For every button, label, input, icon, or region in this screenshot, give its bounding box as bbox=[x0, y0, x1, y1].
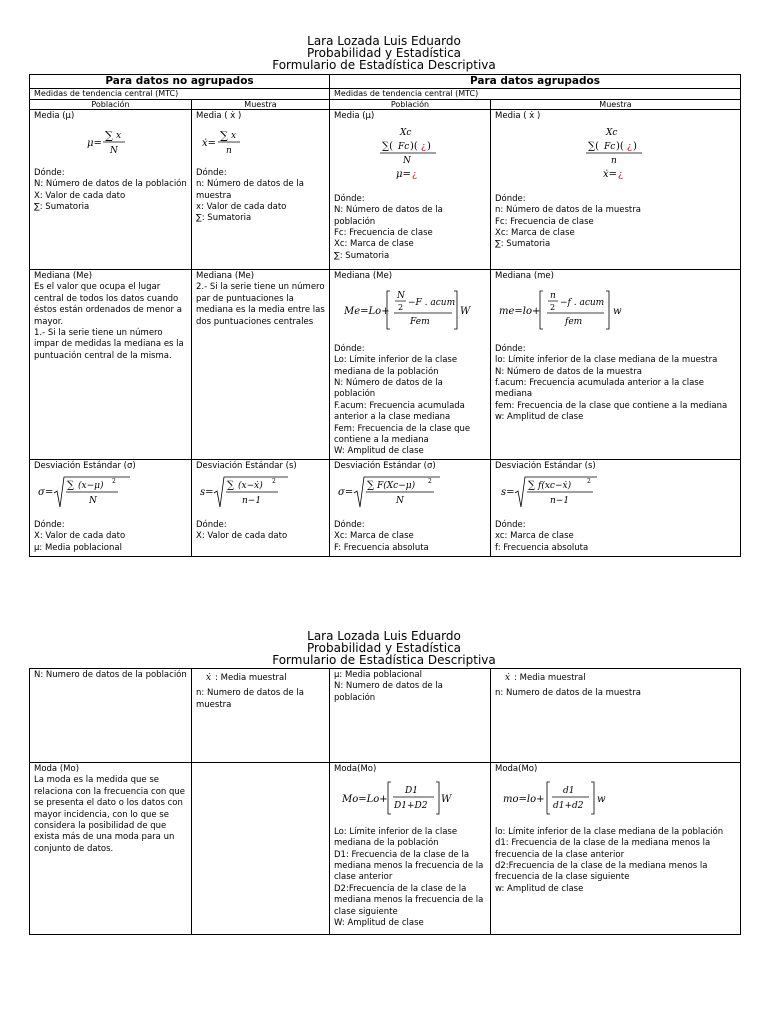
formula-media-muestra bbox=[196, 125, 325, 163]
media-cell-c2: Media ( ẋ ) ẋ= ∑ x n Dónde: n: Número de datos de la muestra x: Valor de cada dato ∑: Sumatoria bbox=[192, 110, 330, 270]
svg-text:x: x bbox=[231, 131, 237, 142]
svg-text:s=: s= bbox=[200, 487, 214, 499]
mediana-cell-c4: Mediana (me) me=lo+ n 2 −f . acum fem w Dónde: lo: Límite inferior de la clase mediana de la muestra N: Número de datos de la muestra f.acum: Frecuencia acumulada anterior a la clase mediana fem: Frecuencia de la clase que contiene a la mediana w: Amplitud de clase bbox=[491, 270, 741, 460]
author-name: Lara Lozada Luis Eduardo bbox=[307, 629, 461, 643]
svg-text:d1: d1 bbox=[563, 786, 575, 797]
svg-text:N: N bbox=[109, 146, 118, 157]
svg-text:w: w bbox=[597, 794, 606, 806]
svg-text:∑: ∑ bbox=[67, 480, 75, 492]
svg-text:x: x bbox=[115, 131, 121, 142]
media-label: Media (μ) bbox=[334, 111, 375, 121]
formula-desviacion-agrupada-poblacion bbox=[334, 475, 486, 515]
formula-desviacion-muestra bbox=[196, 475, 325, 515]
moda-cell-c2 bbox=[192, 763, 330, 935]
col-poblacion-1: Población bbox=[30, 99, 192, 110]
svg-text:d1+d2: d1+d2 bbox=[553, 801, 584, 812]
svg-text:N: N bbox=[403, 156, 411, 167]
mediana-row bbox=[30, 270, 741, 460]
svg-text:W: W bbox=[441, 794, 452, 806]
formulas-table-1 bbox=[29, 74, 741, 557]
svg-text:¿: ¿ bbox=[412, 170, 417, 181]
media-row bbox=[30, 110, 741, 270]
legend-cell-c1: N: Numero de datos de la población bbox=[30, 669, 192, 763]
svg-text:): ) bbox=[427, 141, 431, 153]
svg-text:∑: ∑ bbox=[367, 480, 375, 492]
legend-cell-c3: μ: Media poblacional N: Numero de datos de la población bbox=[330, 669, 491, 763]
moda-cell-c4: Moda(Mo) mo=lo+ d1 d1+d2 w lo: Límite inferior de la clase mediana de la población d1: Frecuencia de la clase de la mediana menos la frecuencia de la clase anterior d2:Frecuencia de la clase de la mediana menos la frecuencia de la clase siguiente w: Amplitud de clase bbox=[491, 763, 741, 935]
formula-moda-muestra bbox=[495, 778, 736, 822]
svg-text:Xc: Xc bbox=[605, 128, 617, 139]
svg-text:¿: ¿ bbox=[617, 170, 623, 181]
svg-text:N: N bbox=[396, 496, 404, 507]
svg-text:D1+D2: D1+D2 bbox=[394, 801, 428, 812]
svg-text:¿: ¿ bbox=[421, 142, 426, 153]
moda-row bbox=[30, 763, 741, 935]
svg-text:W: W bbox=[460, 306, 471, 318]
svg-text:Fem: Fem bbox=[410, 317, 430, 328]
x-bar-symbol: ẋ bbox=[505, 673, 511, 683]
section-agrupados: Para datos agrupados bbox=[330, 75, 741, 89]
legend-cell-c4: ẋ : Media muestral n: Numero de datos de la muestra bbox=[491, 669, 741, 763]
formula-mediana-poblacion bbox=[334, 285, 486, 339]
formula-desviacion-agrupada-muestra bbox=[495, 475, 736, 515]
document-title: Formulario de Estadística Descriptiva bbox=[272, 58, 496, 72]
col-muestra-1: Muestra bbox=[192, 99, 330, 110]
legend-row bbox=[30, 669, 741, 763]
svg-text:Mo=Lo+: Mo=Lo+ bbox=[342, 794, 388, 806]
svg-text:n−1: n−1 bbox=[550, 496, 570, 507]
svg-text:w: w bbox=[613, 306, 622, 318]
svg-text:∑(: ∑( bbox=[382, 141, 394, 153]
svg-text:μ=: μ= bbox=[396, 169, 411, 181]
desviacion-cell-c3: Desviación Estándar (σ) σ= ∑ F(Xc−μ) 2 N Dónde: Xc: Marca de clase F: Frecuencia absoluta bbox=[330, 459, 491, 556]
section-no-agrupados: Para datos no agrupados bbox=[30, 75, 330, 89]
svg-text:)(: )( bbox=[410, 141, 418, 153]
svg-text:mo=lo+: mo=lo+ bbox=[503, 794, 545, 806]
formula-desviacion-poblacion bbox=[34, 475, 187, 515]
svg-text:N: N bbox=[89, 496, 97, 507]
svg-text:Fc: Fc bbox=[398, 142, 410, 153]
svg-text:σ=: σ= bbox=[38, 487, 54, 499]
svg-text:N: N bbox=[397, 291, 405, 302]
course-name: Probabilidad y Estadística bbox=[306, 46, 462, 60]
author-name: Lara Lozada Luis Eduardo bbox=[307, 34, 461, 48]
moda-cell-c1: Moda (Mo) La moda es la medida que se relaciona con la frecuencia con que se presenta el dato o los datos con mayor incidencia, con lo que se considera la posibilidad de que exista más de una moda para un conjunto de datos. bbox=[30, 763, 192, 935]
svg-text:Me=Lo+: Me=Lo+ bbox=[344, 306, 390, 318]
svg-text:μ=: μ= bbox=[86, 138, 102, 150]
svg-text:σ=: σ= bbox=[338, 487, 354, 499]
svg-text:F(Xc−μ): F(Xc−μ) bbox=[377, 481, 416, 492]
svg-text:fem: fem bbox=[565, 317, 583, 328]
svg-text:∑: ∑ bbox=[104, 129, 113, 143]
svg-text:∑(: ∑( bbox=[587, 141, 599, 153]
desviacion-cell-c1: Desviación Estándar (σ) σ= ∑ (x−μ) 2 N Dónde: X: Valor de cada dato μ: Media poblacional bbox=[30, 459, 192, 556]
svg-text:−f . acum: −f . acum bbox=[560, 298, 605, 309]
formula-moda-poblacion bbox=[334, 778, 486, 822]
svg-text:Xc: Xc bbox=[400, 128, 412, 139]
svg-text:me=lo+: me=lo+ bbox=[499, 306, 541, 318]
svg-text:n: n bbox=[610, 156, 617, 167]
svg-text:): ) bbox=[632, 141, 637, 153]
svg-text:)(: )( bbox=[615, 141, 624, 153]
desviacion-row bbox=[30, 459, 741, 556]
mediana-cell-c3: Mediana (Me) Me=Lo+ N 2 −F . acum Fem W Dónde: Lo: Límite inferior de la clase mediana de la población N: Número de datos de la población F.acum: Frecuencia acumulada anterior a la clase mediana Fem: Frecuencia de la clase que contiene a la mediana W: Amplitud de clase bbox=[330, 270, 491, 460]
media-cell-c3: Media (μ) Xc ∑( Fc )( ¿ ) N μ= ¿ Dónde: N: Número de datos de la población Fc: Frecuencia de clase Xc: Marca de clase ∑: Sumatoria bbox=[330, 110, 491, 270]
svg-text:n−1: n−1 bbox=[242, 496, 262, 507]
svg-text:f(xc−ẋ): f(xc−ẋ) bbox=[538, 481, 572, 492]
svg-text:2: 2 bbox=[428, 478, 432, 486]
svg-text:2: 2 bbox=[112, 478, 116, 486]
svg-text:2: 2 bbox=[550, 303, 556, 313]
media-cell-c4: Media ( ẋ ) Xc ∑( Fc )( ¿ ) n ẋ= ¿ Dónde: n: Número de datos de la muestra Fc: Frecuencia de clase Xc: Marca de clase ∑: Sumatoria bbox=[491, 110, 741, 270]
col-muestra-2: Muestra bbox=[491, 99, 741, 110]
formulas-table-2 bbox=[29, 668, 741, 935]
svg-text:n: n bbox=[226, 146, 232, 157]
header-block-2 bbox=[0, 630, 768, 666]
formula-media-agrupada-poblacion bbox=[334, 125, 486, 189]
svg-text:∑: ∑ bbox=[220, 129, 228, 143]
svg-text:(x−ẋ): (x−ẋ) bbox=[238, 481, 263, 492]
svg-text:2: 2 bbox=[272, 478, 276, 486]
desviacion-cell-c4: Desviación Estándar (s) s= ∑ f(xc−ẋ) 2 n−1 Dónde: xc: Marca de clase f: Frecuencia absoluta bbox=[491, 459, 741, 556]
formula-media-agrupada-muestra bbox=[495, 125, 736, 189]
svg-text:Fc: Fc bbox=[603, 142, 615, 153]
mediana-cell-c1: Mediana (Me) Es el valor que ocupa el lugar central de todos los datos cuando éstos están ordenados de menor a mayor. 1.- Si la serie tiene un número impar de medidas la mediana es la puntuación central de la misma. bbox=[30, 270, 192, 460]
media-label: Media ( ẋ ) bbox=[495, 111, 541, 121]
svg-text:∑: ∑ bbox=[528, 480, 536, 492]
svg-text:n: n bbox=[550, 291, 556, 302]
svg-text:2: 2 bbox=[587, 478, 591, 486]
svg-text:−F . acum: −F . acum bbox=[408, 298, 456, 309]
x-bar-symbol: ẋ bbox=[206, 673, 212, 683]
legend-cell-c2: ẋ : Media muestral n: Numero de datos de la muestra bbox=[192, 669, 330, 763]
desviacion-cell-c2: Desviación Estándar (s) s= ∑ (x−ẋ) 2 n−1 Dónde: X: Valor de cada dato bbox=[192, 459, 330, 556]
svg-text:ẋ=: ẋ= bbox=[202, 138, 217, 150]
formula-mediana-muestra bbox=[495, 285, 736, 339]
col-poblacion-2: Población bbox=[330, 99, 491, 110]
mtc-label-left: Medidas de tendencia central (MTC) bbox=[30, 89, 330, 100]
svg-text:s=: s= bbox=[501, 487, 515, 499]
svg-text:(x−μ): (x−μ) bbox=[78, 481, 104, 492]
svg-text:2: 2 bbox=[398, 303, 404, 313]
svg-text:ẋ=: ẋ= bbox=[602, 169, 617, 181]
svg-text:∑: ∑ bbox=[227, 480, 235, 492]
header-block-1 bbox=[0, 35, 768, 71]
mtc-label-right: Medidas de tendencia central (MTC) bbox=[330, 89, 741, 100]
svg-text:D1: D1 bbox=[405, 786, 418, 797]
media-label: Media ( ẋ ) bbox=[196, 111, 242, 121]
media-label: Media (μ) bbox=[34, 111, 75, 121]
svg-text:¿: ¿ bbox=[626, 142, 632, 153]
formula-media-poblacion bbox=[34, 125, 187, 163]
document-title: Formulario de Estadística Descriptiva bbox=[272, 653, 496, 667]
media-cell-c1: Media (μ) μ= ∑ x N Dónde: N: Número de datos de la población X: Valor de cada dato ∑: Sumatoria bbox=[30, 110, 192, 270]
course-name: Probabilidad y Estadística bbox=[306, 641, 462, 655]
mediana-cell-c2: Mediana (Me) 2.- Si la serie tiene un número par de puntuaciones la mediana es la media entre las dos puntuaciones centrales bbox=[192, 270, 330, 460]
moda-cell-c3: Moda(Mo) Mo=Lo+ D1 D1+D2 W Lo: Límite inferior de la clase mediana de la población D1: Frecuencia de la clase de la mediana menos la frecuencia de la clase anterior D2:Frecuencia de la clase de la mediana menos la frecuencia de la clase siguiente W: Amplitud de clase bbox=[330, 763, 491, 935]
